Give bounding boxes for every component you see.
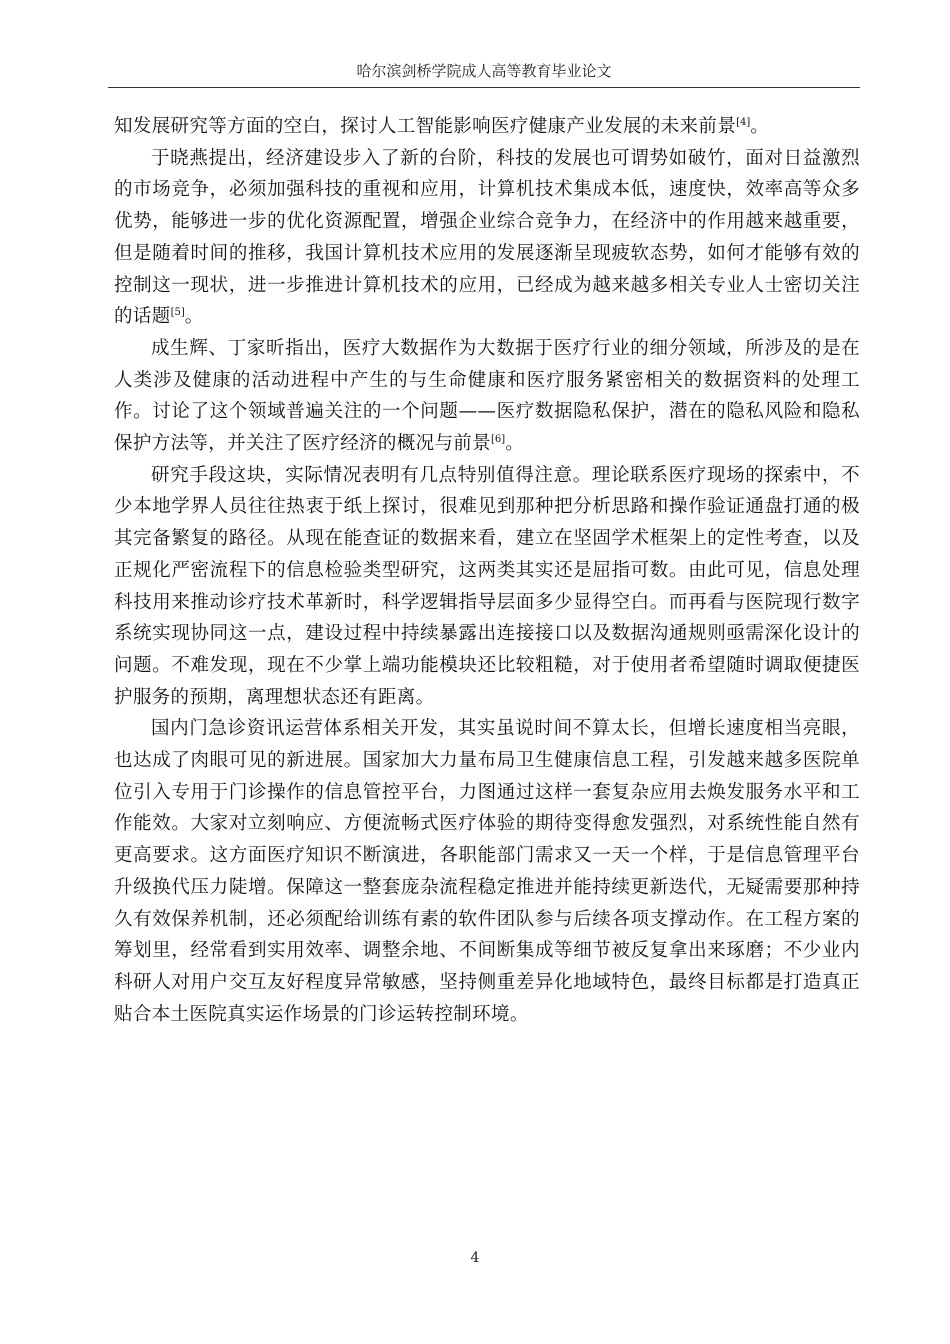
header-divider bbox=[108, 87, 860, 88]
paragraph-text: 国内门急诊资讯运营体系相关开发，其实虽说时间不算太长，但增长速度相当亮眼，也达成了肉眼可见的新进展。国家加大力量布局卫生健康信息工程，引发越来越多医院单位引入专用于门诊操作的信息管控平台，力图通过这样一套复杂应用去焕发服务水平和工作能效。大家对立刻响应、方便流畅式医疗体验的期待变得愈发强烈，对系统性能自然有更高要求。这方面医疗知识不断演进，各职能部门需求又一天一个样，于是信息管理平台升级换代压力陡增。保障这一整套庞杂流程稳定推进并能持续更新迭代，无疑需要那种持久有效保养机制，还必须配给训练有素的软件团队参与后续各项支撑动作。在工程方案的筹划里，经常看到实用效率、调整余地、不间断集成等细节被反复拿出来琢磨；不少业内科研人对用户交互友好程度异常敏感，坚持侧重差异化地域特色，最终目标都是打造真正贴合本土医院真实运作场景的门诊运转控制环境。 bbox=[114, 718, 860, 1025]
citation-marker: [5] bbox=[170, 307, 185, 319]
thesis-body bbox=[114, 111, 860, 1030]
citation-marker: [4] bbox=[736, 117, 751, 128]
citation-marker: [6] bbox=[491, 434, 506, 446]
paragraph-tail: 。 bbox=[750, 116, 770, 137]
paragraph-text: 成生辉、丁家昕指出，医疗大数据作为大数据于医疗行业的细分领域，所涉及的是在人类涉及健康的活动进程中产生的与生命健康和医疗服务紧密相关的数据资料的处理工作。讨论了这个领域普遍关注的一个问题——医疗数据隐私保护，潜在的隐私风险和隐私保护方法等，并关注了医疗经济的概况与前景 bbox=[114, 337, 860, 455]
page-header: 哈尔滨剑桥学院成人高等教育毕业论文 bbox=[356, 62, 612, 80]
paragraph-text: 研究手段这块，实际情况表明有几点特别值得注意。理论联系医疗现场的探索中，不少本地学界人员往往热衷于纸上探讨，很难见到那种把分析思路和操作验证通盘打通的极其完备繁复的路径。从现在能查证的数据来看，建立在坚固学术框架上的定性考查，以及正规化严密流程下的信息检验类型研究，这两类其实还是屈指可数。由此可见，信息处理科技用来推动诊疗技术革新时，科学逻辑指导层面多少显得空白。而再看与医院现行数字系统实现协同这一点，建设过程中持续暴露出连接接口以及数据沟通规则亟需深化设计的问题。不难发现，现在不少掌上端功能模块还比较粗糙，对于使用者希望随时调取便捷医护服务的预期，离理想状态还有距离。 bbox=[114, 464, 860, 708]
page-number: 4 bbox=[470, 1250, 480, 1266]
paragraph-text: 知发展研究等方面的空白，探讨人工智能影响医疗健康产业发展的未来前景 bbox=[114, 116, 737, 137]
paragraph-tail: 。 bbox=[505, 433, 525, 455]
paragraph-text: 于晓燕提出，经济建设步入了新的台阶，科技的发展也可谓势如破竹，面对日益激烈的市场竞争，必须加强科技的重视和应用，计算机技术集成本低，速度快，效率高等众多优势，能够进一步的优化资源配置，增强企业综合竞争力，在经济中的作用越来越重要，但是随着时间的推移，我国计算机技术应用的发展逐渐呈现疲软态势，如何才能够有效的控制这一现状，进一步推进计算机技术的应用，已经成为越来越多相关专业人士密切关注的话题 bbox=[114, 147, 860, 328]
paragraph-tail: 。 bbox=[184, 306, 204, 328]
paragraph-domestic-outpatient bbox=[114, 713, 860, 1030]
paragraph-medical-big-data bbox=[114, 333, 860, 460]
paragraph-yu-xiaoyan bbox=[114, 143, 860, 333]
paragraph-continuation bbox=[114, 111, 860, 143]
paragraph-research-methods bbox=[114, 460, 860, 714]
